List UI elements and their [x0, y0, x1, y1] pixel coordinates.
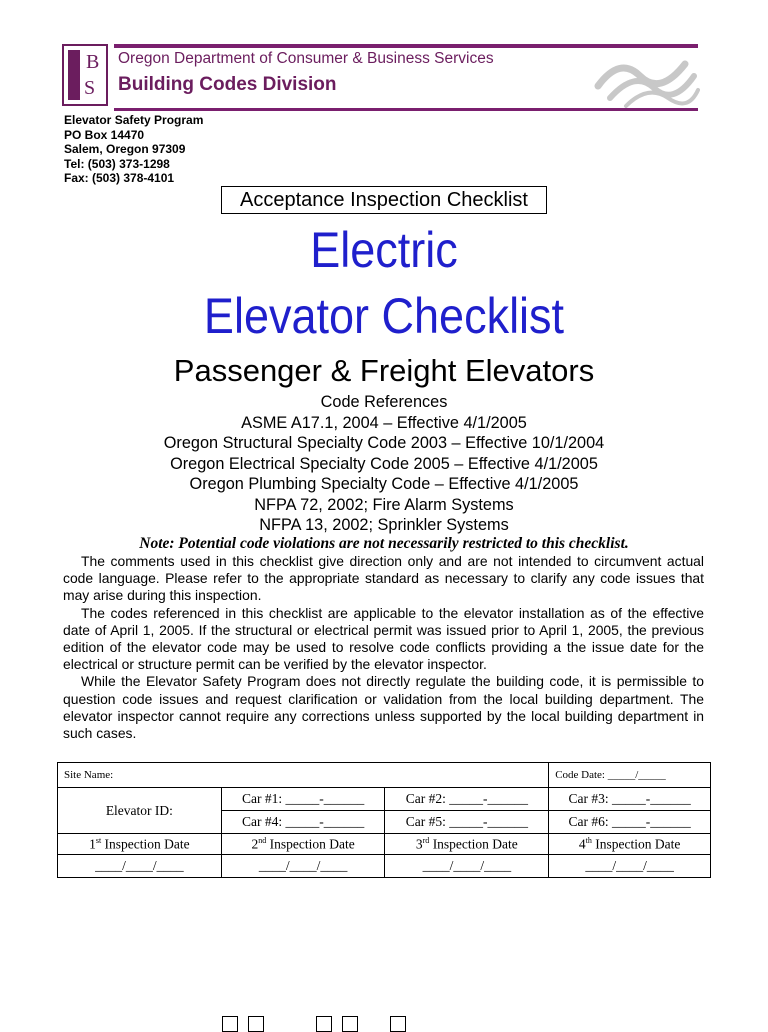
code-reference-item: Oregon Plumbing Specialty Code – Effective 4/1/2005	[189, 475, 579, 493]
code-date-field[interactable]: Code Date: _____/_____	[549, 763, 711, 788]
checkbox-icon[interactable]	[390, 1016, 406, 1032]
svg-text:B: B	[86, 51, 100, 73]
code-reference-item: Oregon Structural Specialty Code 2003 – Effective 10/1/2004	[163, 434, 605, 452]
car-5-field[interactable]: Car #5: _____-______	[385, 811, 549, 834]
checkbox-icon[interactable]	[248, 1016, 264, 1032]
inspection-form	[57, 762, 711, 878]
po-box: PO Box 14470	[64, 127, 145, 142]
dcbs-logo	[62, 44, 108, 106]
code-reference-item: ASME A17.1, 2004 – Effective 4/1/2005	[241, 413, 527, 432]
address-block	[64, 113, 203, 186]
swoosh-graphic	[590, 46, 700, 108]
inspection-date-3-label: 3rd Inspection Date	[385, 834, 549, 855]
division-name: Building Codes Division	[118, 74, 337, 95]
car-4-field[interactable]: Car #4: _____-______	[221, 811, 385, 834]
subtitle: Passenger & Freight Elevators	[173, 353, 595, 388]
program-name: Elevator Safety Program	[64, 113, 204, 127]
car-2-field[interactable]: Car #2: _____-______	[385, 788, 549, 811]
inspection-date-1-label: 1st Inspection Date	[58, 834, 222, 855]
elevator-id-label: Elevator ID:	[58, 788, 222, 834]
inspection-date-4-field[interactable]: ____/____/____	[549, 855, 711, 878]
checkbox-icon[interactable]	[342, 1016, 358, 1032]
inspection-date-4-label: 4th Inspection Date	[549, 834, 711, 855]
department-name: Oregon Department of Consumer & Business Services	[118, 50, 494, 67]
letterhead	[62, 44, 698, 114]
header-rule-bottom	[114, 108, 698, 111]
inspection-date-2-field[interactable]: ____/____/____	[221, 855, 385, 878]
inspection-date-1-field[interactable]: ____/____/____	[58, 855, 222, 878]
paragraph: While the Elevator Safety Program does not directly regulate the building code, it is permissible to question code issues and request clarification or validation from the local building department. The elevator inspector cannot require any corrections unless supported by the local building department in such cases.	[63, 673, 704, 742]
next-section-checkboxes	[218, 1016, 418, 1024]
note: Note: Potential code violations are not necessarily restricted to this checklist.	[139, 535, 629, 552]
checklist-type-title: Acceptance Inspection Checklist	[221, 186, 547, 214]
code-reference-item: NFPA 72, 2002; Fire Alarm Systems	[254, 495, 514, 514]
checkbox-icon[interactable]	[222, 1016, 238, 1032]
code-reference-item: Oregon Electrical Specialty Code 2005 – Effective 4/1/2005	[170, 454, 598, 473]
code-reference-item: NFPA 13, 2002; Sprinkler Systems	[259, 516, 509, 534]
main-title-line-1: Electric	[310, 222, 458, 278]
city-state-zip: Salem, Oregon 97309	[64, 142, 186, 157]
checkbox-icon[interactable]	[316, 1016, 332, 1032]
car-1-field[interactable]: Car #1: _____-______	[221, 788, 385, 811]
code-references-heading: Code References	[320, 393, 448, 411]
code-references	[0, 392, 768, 536]
body-text	[63, 553, 704, 742]
fax: Fax: (503) 378-4101	[64, 171, 175, 186]
paragraph: The comments used in this checklist give direction only and are not intended to circumvent actual code language. Please refer to the appropriate standard as necessary to clarify any code issues that may arise during this inspection.	[63, 553, 704, 604]
inspection-date-3-field[interactable]: ____/____/____	[385, 855, 549, 878]
telephone: Tel: (503) 373-1298	[64, 156, 170, 171]
svg-text:S: S	[84, 77, 96, 99]
car-6-field[interactable]: Car #6: _____-______	[549, 811, 711, 834]
inspection-date-2-label: 2nd Inspection Date	[221, 834, 385, 855]
paragraph: The codes referenced in this checklist are applicable to the elevator installation as of the effective date of April 1, 2005. If the structural or electrical permit was issued prior to April 1, 2005, the previous edition of the elevator code may be used to resolve code conflicts providing a the issue date for the electrical or structure permit can be verified by the elevator inspector.	[63, 604, 704, 673]
site-name-field[interactable]: Site Name:	[58, 763, 549, 788]
car-3-field[interactable]: Car #3: _____-______	[549, 788, 711, 811]
main-title-line-2: Elevator Checklist	[203, 288, 565, 344]
